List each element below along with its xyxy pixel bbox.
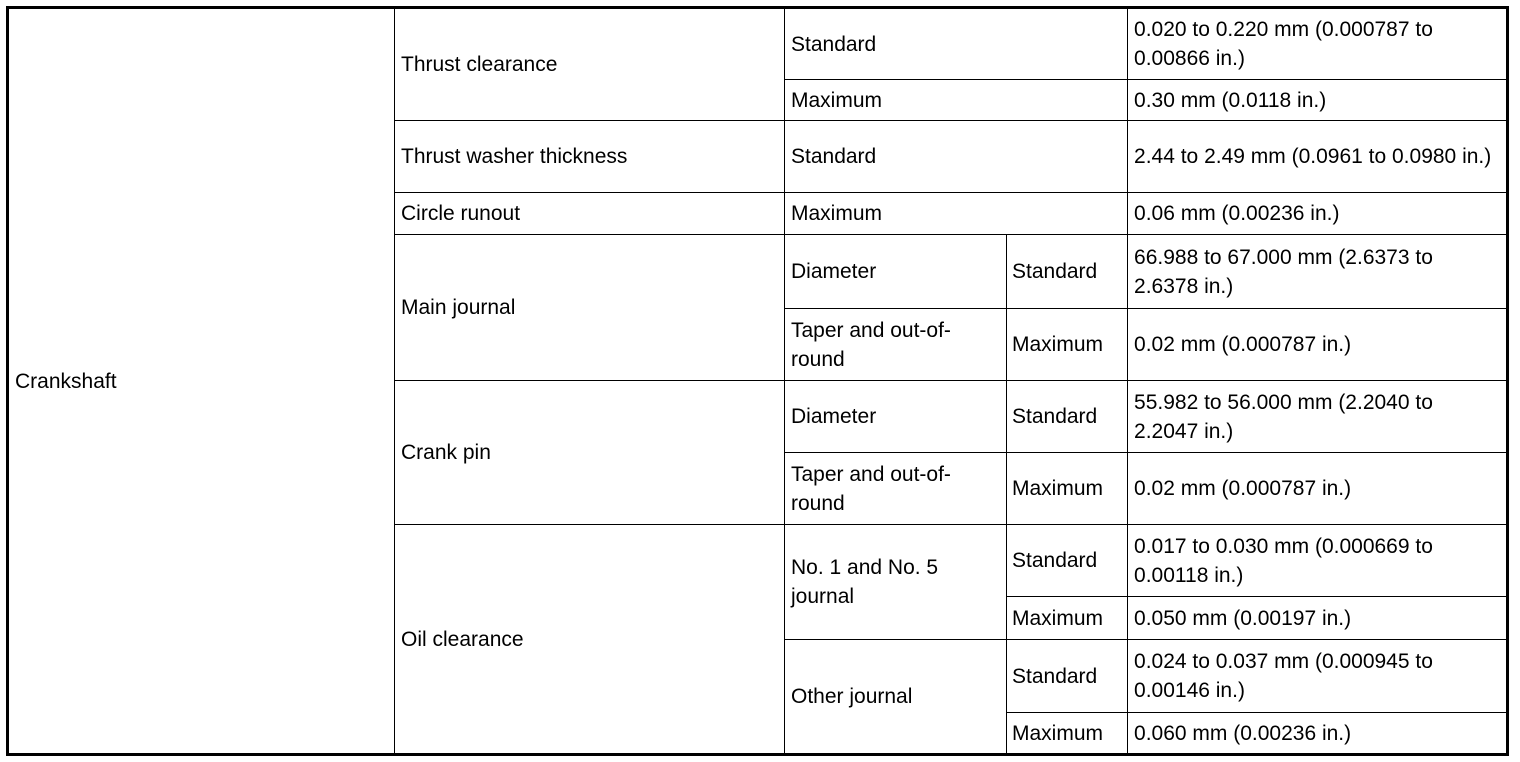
- item-thrust-washer-thickness: Thrust washer thickness: [395, 121, 785, 193]
- main-journal-diameter-label: Diameter: [785, 235, 1007, 309]
- thrust-clearance-standard-value: 0.020 to 0.220 mm (0.000787 to 0.00866 in.): [1128, 8, 1508, 80]
- oil-clearance-no1-no5-label: No. 1 and No. 5 journal: [785, 525, 1007, 640]
- main-journal-diameter-standard-label: Standard: [1007, 235, 1128, 309]
- thrust-washer-standard-value: 2.44 to 2.49 mm (0.0961 to 0.0980 in.): [1128, 121, 1508, 193]
- crank-pin-taper-maximum-label: Maximum: [1007, 453, 1128, 525]
- main-journal-taper-label: Taper and out-of-round: [785, 309, 1007, 381]
- circle-runout-maximum-label: Maximum: [785, 193, 1128, 235]
- main-journal-diameter-value: 66.988 to 67.000 mm (2.6373 to 2.6378 in.): [1128, 235, 1508, 309]
- item-circle-runout: Circle runout: [395, 193, 785, 235]
- main-journal-taper-value: 0.02 mm (0.000787 in.): [1128, 309, 1508, 381]
- oil-clearance-other-maximum-value: 0.060 mm (0.00236 in.): [1128, 713, 1508, 755]
- oil-clearance-no1-no5-maximum-value: 0.050 mm (0.00197 in.): [1128, 597, 1508, 640]
- thrust-clearance-standard-label: Standard: [785, 8, 1128, 80]
- thrust-clearance-maximum-label: Maximum: [785, 80, 1128, 121]
- crank-pin-diameter-value: 55.982 to 56.000 mm (2.2040 to 2.2047 in.): [1128, 381, 1508, 453]
- crank-pin-diameter-standard-label: Standard: [1007, 381, 1128, 453]
- circle-runout-maximum-value: 0.06 mm (0.00236 in.): [1128, 193, 1508, 235]
- crankshaft-spec-table: [6, 6, 1509, 756]
- table-row: [8, 8, 1508, 80]
- thrust-clearance-maximum-value: 0.30 mm (0.0118 in.): [1128, 80, 1508, 121]
- item-crank-pin: Crank pin: [395, 381, 785, 525]
- main-journal-taper-maximum-label: Maximum: [1007, 309, 1128, 381]
- oil-clearance-no1-no5-standard-label: Standard: [1007, 525, 1128, 597]
- oil-clearance-other-standard-value: 0.024 to 0.037 mm (0.000945 to 0.00146 in.): [1128, 640, 1508, 713]
- oil-clearance-no1-no5-standard-value: 0.017 to 0.030 mm (0.000669 to 0.00118 in.): [1128, 525, 1508, 597]
- oil-clearance-other-label: Other journal: [785, 640, 1007, 755]
- crank-pin-diameter-label: Diameter: [785, 381, 1007, 453]
- oil-clearance-other-maximum-label: Maximum: [1007, 713, 1128, 755]
- crank-pin-taper-label: Taper and out-of-round: [785, 453, 1007, 525]
- item-thrust-clearance: Thrust clearance: [395, 8, 785, 121]
- component-name: Crankshaft: [8, 8, 395, 755]
- item-main-journal: Main journal: [395, 235, 785, 381]
- oil-clearance-no1-no5-maximum-label: Maximum: [1007, 597, 1128, 640]
- crank-pin-taper-value: 0.02 mm (0.000787 in.): [1128, 453, 1508, 525]
- item-oil-clearance: Oil clearance: [395, 525, 785, 755]
- thrust-washer-standard-label: Standard: [785, 121, 1128, 193]
- oil-clearance-other-standard-label: Standard: [1007, 640, 1128, 713]
